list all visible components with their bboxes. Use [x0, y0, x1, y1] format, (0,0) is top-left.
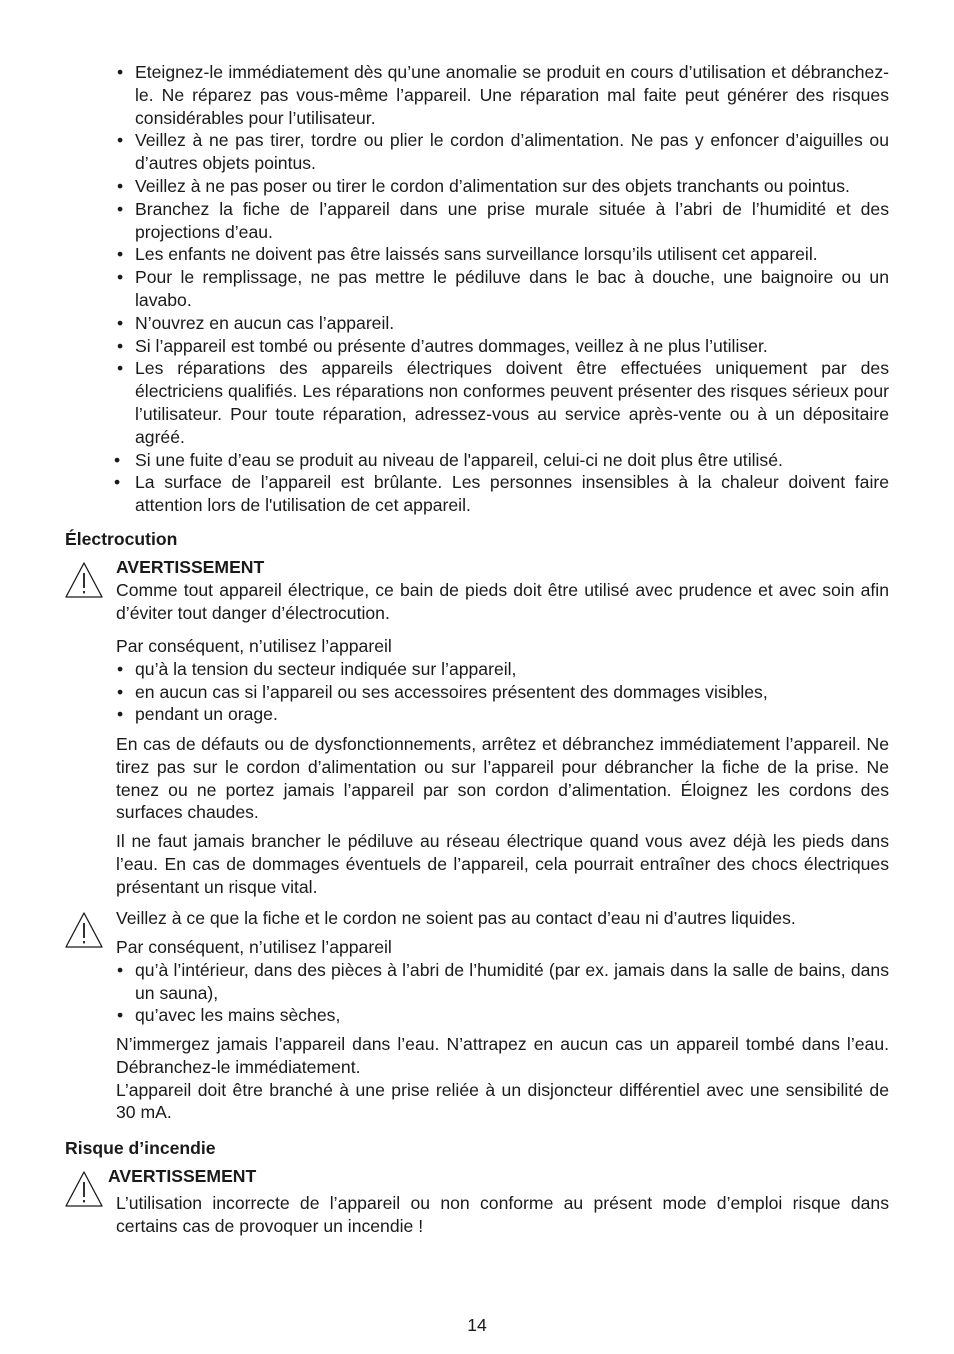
warning-title: AVERTISSEMENT — [108, 1166, 257, 1186]
list-item: • Si l’appareil est tombé ou présente d’autres dommages, veillez à ne plus l’utiliser. — [116, 335, 889, 358]
list-item: • Pour le remplissage, ne pas mettre le pédiluve dans le bac à douche, une baignoire ou un lavabo. — [116, 266, 889, 312]
warning-triangle-icon — [64, 911, 104, 949]
list-item: • Eteignez-le immédiatement dès qu’une anomalie se produit en cours d’utilisation et débranchez-le. Ne réparez pas vous-même l’appareil. Une réparation mal faite peut générer des risques considérables pour l’utilisateur. — [116, 61, 889, 129]
list-item: • La surface de l’appareil est brûlante. Les personnes insensibles à la chaleur doivent faire attention lors de l'utilisation de cet appareil. — [116, 471, 889, 517]
list-item: • Veillez à ne pas poser ou tirer le cordon d’alimentation sur des objets tranchants ou pointus. — [116, 175, 889, 198]
warning-text: Veillez à ce que la fiche et le cordon ne soient pas au contact d’eau ni d’autres liquides. — [116, 908, 796, 928]
list-item: • Veillez à ne pas tirer, tordre ou plier le cordon d’alimentation. Ne pas y enfoncer d’aiguilles ou d’autres objets pointus. — [116, 129, 889, 175]
list-item: • Si une fuite d’eau se produit au niveau de l'appareil, celui-ci ne doit plus être utilisé. — [116, 449, 889, 472]
safety-bullet-list — [116, 61, 889, 517]
paragraph: Il ne faut jamais brancher le pédiluve au réseau électrique quand vous avez déjà les pieds dans l’eau. En cas de dommages éventuels de l’appareil, cela pourrait entraîner des chocs électriques présentant un risque vital. — [116, 831, 889, 897]
list-item: • Les enfants ne doivent pas être laissés sans surveillance lorsqu’ils utilisent cet appareil. — [116, 243, 889, 266]
paragraph: L’appareil doit être branché à une prise reliée à un disjoncteur différentiel avec une sensibilité de 30 mA. — [116, 1079, 889, 1123]
list-item: • qu’à l’intérieur, dans des pièces à l’abri de l’humidité (par ex. jamais dans la salle de bains, dans un sauna), — [116, 959, 889, 1005]
list-item: • qu’à la tension du secteur indiquée sur l’appareil, — [116, 658, 889, 681]
warning-triangle-icon — [64, 1170, 104, 1208]
paragraph: En cas de défauts ou de dysfonctionnements, arrêtez et débranchez immédiatement l’appareil. Ne tirez pas sur le cordon d’alimentation ou sur l’appareil pour débrancher la fiche de la prise. Ne tenez ou ne portez jamais l’appareil par son cordon d’alimentation. Éloignez les cordons des surfaces chaudes. — [116, 734, 889, 823]
list-item: • Branchez la fiche de l’appareil dans une prise murale située à l’abri de l’humidité et des projections d’eau. — [116, 198, 889, 244]
usage-list — [116, 658, 889, 726]
electrocution-usage — [116, 635, 889, 726]
list-item: • qu’avec les mains sèches, — [116, 1004, 889, 1027]
warning-title: AVERTISSEMENT — [116, 557, 265, 577]
section-heading-electrocution: Électrocution — [65, 529, 178, 549]
warning-text: Comme tout appareil électrique, ce bain de pieds doit être utilisé avec prudence et avec soin afin d’éviter tout danger d’électrocution. — [116, 579, 889, 623]
paragraph: Par conséquent, n’utilisez l’appareil — [116, 937, 392, 957]
paragraph: N’immergez jamais l’appareil dans l’eau. N’attrapez en aucun cas un appareil tombé dans l’eau. Débranchez-le immédiatement. — [116, 1034, 889, 1077]
section-heading-fire-risk: Risque d’incendie — [65, 1138, 216, 1158]
electrocution-warning — [116, 556, 889, 624]
immersion-notes — [116, 1033, 889, 1124]
warning-text: L’utilisation incorrecte de l’appareil ou non conforme au présent mode d’emploi risque dans certains cas de provoquer un incendie ! — [116, 1193, 889, 1236]
list-item: • pendant un orage. — [116, 703, 889, 726]
list-item: • N’ouvrez en aucun cas l’appareil. — [116, 312, 889, 335]
list-item: • en aucun cas si l’appareil ou ses accessoires présentent des dommages visibles, — [116, 681, 889, 704]
warning-triangle-icon — [64, 561, 104, 599]
paragraph: Par conséquent, n’utilisez l’appareil — [116, 636, 392, 656]
usage-list — [116, 959, 889, 1027]
list-item: • Les réparations des appareils électriques doivent être effectuées uniquement par des électriciens qualifiés. Les réparations non conformes peuvent présenter des risques sérieux pour l’utilisateur. Pour toute réparation, adressez-vous au service après-vente ou à un dépositaire agréé. — [116, 357, 889, 448]
page-number: 14 — [467, 1315, 487, 1335]
water-usage — [116, 936, 889, 1027]
